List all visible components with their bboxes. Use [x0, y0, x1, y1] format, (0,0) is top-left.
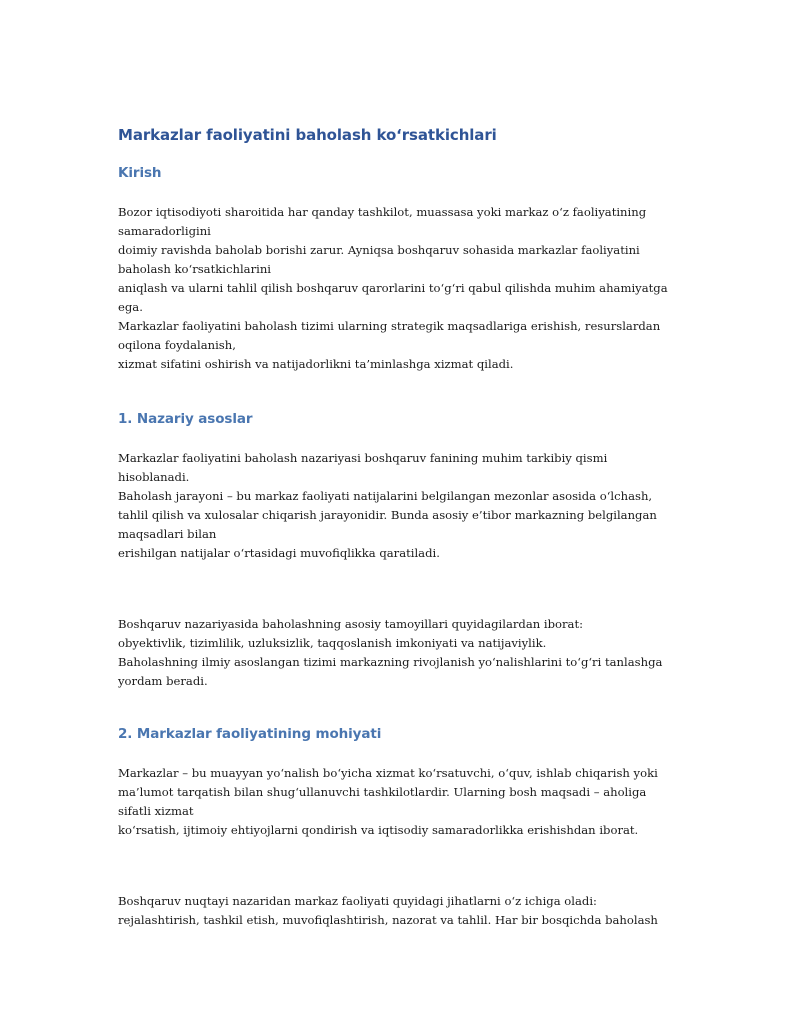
paragraph-line: ega. [118, 300, 143, 314]
paragraph-line: Baholash jarayoni – bu markaz faoliyati natijalarini belgilangan mezonlar asosida o‘lchash, [118, 489, 653, 503]
paragraph-line: Boshqaruv nazariyasida baholashning asosiy tamoyillari quyidagilardan iborat: [118, 617, 584, 631]
paragraph-line: Boshqaruv nuqtayi nazaridan markaz faoliyati quyidagi jihatlarni o‘z ichiga oladi: [118, 894, 597, 908]
paragraph-line: yordam beradi. [118, 674, 208, 688]
paragraph-nazariy-2 [118, 615, 678, 691]
paragraph-line: hisoblanadi. [118, 470, 190, 484]
document-title: Markazlar faoliyatini baholash ko‘rsatkichlari [118, 126, 497, 144]
paragraph-line: obyektivlik, tizimlilik, uzluksizlik, taqqoslanish imkoniyati va natijaviylik. [118, 636, 547, 650]
paragraph-kirish [118, 203, 678, 374]
paragraph-line: Baholashning ilmiy asoslangan tizimi markazning rivojlanish yo‘nalishlarini to‘g‘ri tanlashga [118, 655, 663, 669]
paragraph-line: baholash ko‘rsatkichlarini [118, 262, 271, 276]
paragraph-line: tahlil qilish va xulosalar chiqarish jarayonidir. Bunda asosiy e’tibor markazning belgilangan [118, 508, 657, 522]
document-page [118, 126, 678, 930]
paragraph-line: sifatli xizmat [118, 804, 194, 818]
paragraph-line: aniqlash va ularni tahlil qilish boshqaruv qarorlarini to‘g‘ri qabul qilishda muhim ahamiyatga [118, 281, 668, 295]
paragraph-line: samaradorligini [118, 224, 211, 238]
section-heading-nazariy-asoslar: 1. Nazariy asoslar [118, 411, 253, 427]
paragraph-line: rejalashtirish, tashkil etish, muvofiqlashtirish, nazorat va tahlil. Har bir bosqichda baholash [118, 913, 658, 927]
paragraph-line: xizmat sifatini oshirish va natijadorlikni ta’minlashga xizmat qiladi. [118, 357, 514, 371]
paragraph-line: erishilgan natijalar o‘rtasidagi muvofiqlikka qaratiladi. [118, 546, 440, 560]
section-heading-kirish: Kirish [118, 165, 162, 181]
paragraph-mohiyat-1 [118, 764, 678, 840]
paragraph-mohiyat-2 [118, 892, 678, 930]
paragraph-line: oqilona foydalanish, [118, 338, 236, 352]
paragraph-line: Bozor iqtisodiyoti sharoitida har qanday tashkilot, muassasa yoki markaz o‘z faoliyatining [118, 205, 647, 219]
paragraph-line: ko‘rsatish, ijtimoiy ehtiyojlarni qondirish va iqtisodiy samaradorlikka erishishdan iborat. [118, 823, 639, 837]
paragraph-line: Markazlar – bu muayyan yo‘nalish bo‘yicha xizmat ko‘rsatuvchi, o‘quv, ishlab chiqarish yoki [118, 766, 658, 780]
paragraph-line: doimiy ravishda baholab borishi zarur. Ayniqsa boshqaruv sohasida markazlar faoliyatini [118, 243, 640, 257]
section-heading-mohiyati: 2. Markazlar faoliyatining mohiyati [118, 726, 382, 742]
paragraph-line: ma’lumot tarqatish bilan shug‘ullanuvchi tashkilotlardir. Ularning bosh maqsadi – aholiga [118, 785, 647, 799]
paragraph-nazariy-1 [118, 449, 678, 563]
paragraph-line: maqsadlari bilan [118, 527, 217, 541]
paragraph-line: Markazlar faoliyatini baholash nazariyasi boshqaruv fanining muhim tarkibiy qismi [118, 451, 608, 465]
paragraph-line: Markazlar faoliyatini baholash tizimi ularning strategik maqsadlariga erishish, resurslardan [118, 319, 661, 333]
